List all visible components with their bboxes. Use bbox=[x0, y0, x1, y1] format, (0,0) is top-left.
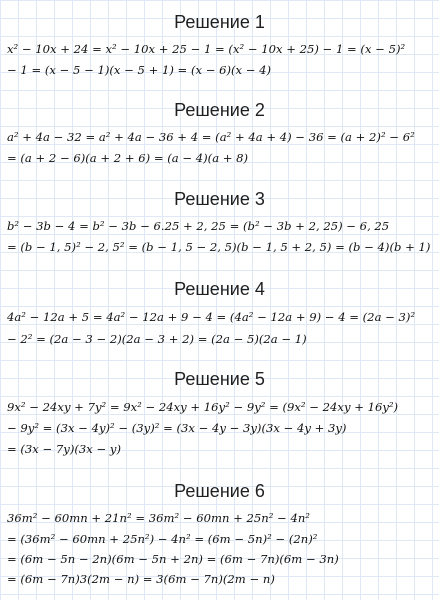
solution-2-title: Решение 2 bbox=[174, 100, 265, 120]
solution-3-line-2: = (b − 1, 5)² − 2, 5² = (b − 1, 5 − 2, 5)(b − 1, 5 + 2, 5) = (b − 4)(b + 1) bbox=[7, 240, 431, 254]
solution-3-line-1: b² − 3b − 4 = b² − 3b − 6.25 + 2, 25 = (b² − 3b + 2, 25) − 6, 25 bbox=[7, 219, 390, 233]
solution-6-line-3: = (6m − 5n − 2n)(6m − 5n + 2n) = (6m − 7n)(6m − 3n) bbox=[7, 552, 339, 566]
solution-6-line-4: = (6m − 7n)3(2m − n) = 3(6m − 7n)(2m − n) bbox=[7, 572, 275, 586]
solution-6-line-2: = (36m² − 60mn + 25n²) − 4n² = (6m − 5n)² − (2n)² bbox=[7, 532, 318, 546]
solution-5-line-3: = (3x − 7y)(3x − y) bbox=[7, 442, 121, 456]
solution-1-line-2: − 1 = (x − 5 − 1)(x − 5 + 1) = (x − 6)(x − 4) bbox=[7, 63, 272, 77]
solution-4-line-1: 4a² − 12a + 5 = 4a² − 12a + 9 − 4 = (4a² − 12a + 9) − 4 = (2a − 3)² bbox=[7, 310, 416, 324]
solution-2-line-1: a² + 4a − 32 = a² + 4a − 36 + 4 = (a² + 4a + 4) − 36 = (a + 2)² − 6² bbox=[7, 130, 415, 144]
solution-2-line-2: = (a + 2 − 6)(a + 2 + 6) = (a − 4)(a + 8) bbox=[7, 151, 249, 165]
solution-1-line-1: x² − 10x + 24 = x² − 10x + 25 − 1 = (x² − 10x + 25) − 1 = (x − 5)² bbox=[7, 42, 406, 56]
solution-6-title: Решение 6 bbox=[174, 481, 265, 501]
solution-1-title: Решение 1 bbox=[174, 12, 265, 32]
solution-5-line-2: − 9y² = (3x − 4y)² − (3y)² = (3x − 4y − 3y)(3x − 4y + 3y) bbox=[7, 421, 347, 435]
solution-5-line-1: 9x² − 24xy + 7y² = 9x² − 24xy + 16y² − 9y² = (9x² − 24xy + 16y²) bbox=[7, 400, 399, 414]
solution-4-line-2: − 2² = (2a − 3 − 2)(2a − 3 + 2) = (2a − 5)(2a − 1) bbox=[7, 332, 307, 346]
solution-6-line-1: 36m² − 60mn + 21n² = 36m² − 60mn + 25n² − 4n² bbox=[7, 511, 310, 525]
solution-3-title: Решение 3 bbox=[174, 189, 265, 209]
solution-4-title: Решение 4 bbox=[174, 279, 265, 299]
solution-5-title: Решение 5 bbox=[174, 369, 265, 389]
